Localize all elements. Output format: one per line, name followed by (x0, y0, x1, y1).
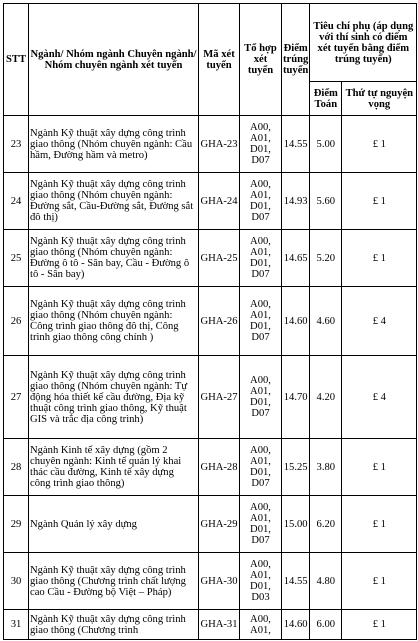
cell-score: 14.65 (282, 230, 310, 287)
cell-score: 15.25 (282, 439, 310, 496)
table-row (4, 610, 417, 640)
cell-combo: A00, A01, D01, D07 (240, 116, 282, 173)
cell-code: GHA-26 (199, 287, 240, 356)
cell-order: £ 4 (342, 356, 417, 439)
cell-order: £ 4 (342, 287, 417, 356)
cell-major: Ngành Kỹ thuật xây dựng công trình giao thông (Nhóm chuyên ngành: Công trình giao thông đô thị, Công trình giao thông công chính ) (29, 287, 199, 356)
header-major: Ngành/ Nhóm ngành Chuyên ngành/ Nhóm chuyên ngành xét tuyển (29, 4, 199, 116)
cell-order: £ 1 (342, 610, 417, 640)
cell-code: GHA-30 (199, 553, 240, 610)
table-row (4, 173, 417, 230)
cell-stt: 29 (4, 496, 29, 553)
cell-code: GHA-23 (199, 116, 240, 173)
cell-math: 5.20 (310, 230, 342, 287)
cell-math: 4.20 (310, 356, 342, 439)
table-body (4, 116, 417, 640)
table-row (4, 116, 417, 173)
header-combo: Tổ hợp xét tuyển (240, 4, 282, 116)
header-criteria: Tiêu chí phụ (áp dụng với thí sinh có điểm xét tuyển bằng điểm trúng tuyển) (310, 4, 417, 82)
cell-major: Ngành Kỹ thuật xây dựng công trình giao thông (Nhóm chuyên ngành: Đường sắt, Cầu-Đường sắt, Đường sắt đô thị) (29, 173, 199, 230)
table-row (4, 496, 417, 553)
cell-combo: A00, A01, D01, D07 (240, 496, 282, 553)
header-code: Mã xét tuyển (199, 4, 240, 116)
cell-math: 5.60 (310, 173, 342, 230)
cell-stt: 25 (4, 230, 29, 287)
cell-math: 3.80 (310, 439, 342, 496)
cell-code: GHA-28 (199, 439, 240, 496)
cell-major: Ngành Kỹ thuật xây dựng công trình giao thông (Chương trình (29, 610, 199, 640)
cell-stt: 26 (4, 287, 29, 356)
header-score: Điểm trúng tuyển (282, 4, 310, 116)
header-order: Thứ tự nguyện vọng (342, 82, 417, 116)
header-math: Điểm Toán (310, 82, 342, 116)
cell-score: 14.60 (282, 287, 310, 356)
cell-order: £ 1 (342, 496, 417, 553)
table-row (4, 230, 417, 287)
cell-code: GHA-24 (199, 173, 240, 230)
table-row (4, 356, 417, 439)
cell-stt: 23 (4, 116, 29, 173)
cell-combo: A00, A01, (240, 610, 282, 640)
table-row (4, 287, 417, 356)
cell-score: 14.60 (282, 610, 310, 640)
table-row (4, 439, 417, 496)
cell-major: Ngành Kỹ thuật xây dựng công trình giao thông (Chương trình chất lượng cao Cầu - Đường bộ Việt – Pháp) (29, 553, 199, 610)
cell-score: 14.93 (282, 173, 310, 230)
table-row (4, 553, 417, 610)
cell-combo: A00, A01, D01, D07 (240, 356, 282, 439)
cell-math: 5.00 (310, 116, 342, 173)
cell-combo: A00, A01, D01, D07 (240, 173, 282, 230)
cell-math: 6.20 (310, 496, 342, 553)
cell-code: GHA-25 (199, 230, 240, 287)
cell-score: 14.70 (282, 356, 310, 439)
cell-stt: 30 (4, 553, 29, 610)
cell-order: £ 1 (342, 553, 417, 610)
cell-combo: A00, A01, D01, D07 (240, 287, 282, 356)
cell-combo: A00, A01, D01, D07 (240, 230, 282, 287)
cell-major: Ngành Kỹ thuật xây dựng công trình giao thông (Nhóm chuyên ngành: Tự động hóa thiết kế cầu đường, Địa kỹ thuật công trình giao thông, Kỹ thuật GIS và trắc địa công trình) (29, 356, 199, 439)
cell-code: GHA-27 (199, 356, 240, 439)
cell-math: 6.00 (310, 610, 342, 640)
cell-major: Ngành Kỹ thuật xây dựng công trình giao thông (Nhóm chuyên ngành: Đường ô tô - Sân bay, Cầu - Đường ô tô - Sân bay) (29, 230, 199, 287)
cell-stt: 31 (4, 610, 29, 640)
cell-code: GHA-29 (199, 496, 240, 553)
cell-stt: 24 (4, 173, 29, 230)
header-stt: STT (4, 4, 29, 116)
cell-stt: 27 (4, 356, 29, 439)
cell-score: 15.00 (282, 496, 310, 553)
cell-order: £ 1 (342, 173, 417, 230)
cell-combo: A00, A01, D01, D03 (240, 553, 282, 610)
cell-major: Ngành Kinh tế xây dựng (gồm 2 chuyên ngành: Kinh tế quản lý khai thác cầu đường, Kinh tế xây dựng công trình giao thông) (29, 439, 199, 496)
cell-score: 14.55 (282, 553, 310, 610)
cell-stt: 28 (4, 439, 29, 496)
admissions-table (3, 3, 417, 640)
cell-order: £ 1 (342, 116, 417, 173)
cell-math: 4.60 (310, 287, 342, 356)
cell-combo: A00, A01, D01, D07 (240, 439, 282, 496)
cell-major: Ngành Quản lý xây dựng (29, 496, 199, 553)
cell-major: Ngành Kỹ thuật xây dựng công trình giao thông (Nhóm chuyên ngành: Cầu hầm, Đường hầm và metro) (29, 116, 199, 173)
cell-order: £ 1 (342, 230, 417, 287)
cell-score: 14.55 (282, 116, 310, 173)
cell-code: GHA-31 (199, 610, 240, 640)
cell-order: £ 1 (342, 439, 417, 496)
cell-math: 4.80 (310, 553, 342, 610)
